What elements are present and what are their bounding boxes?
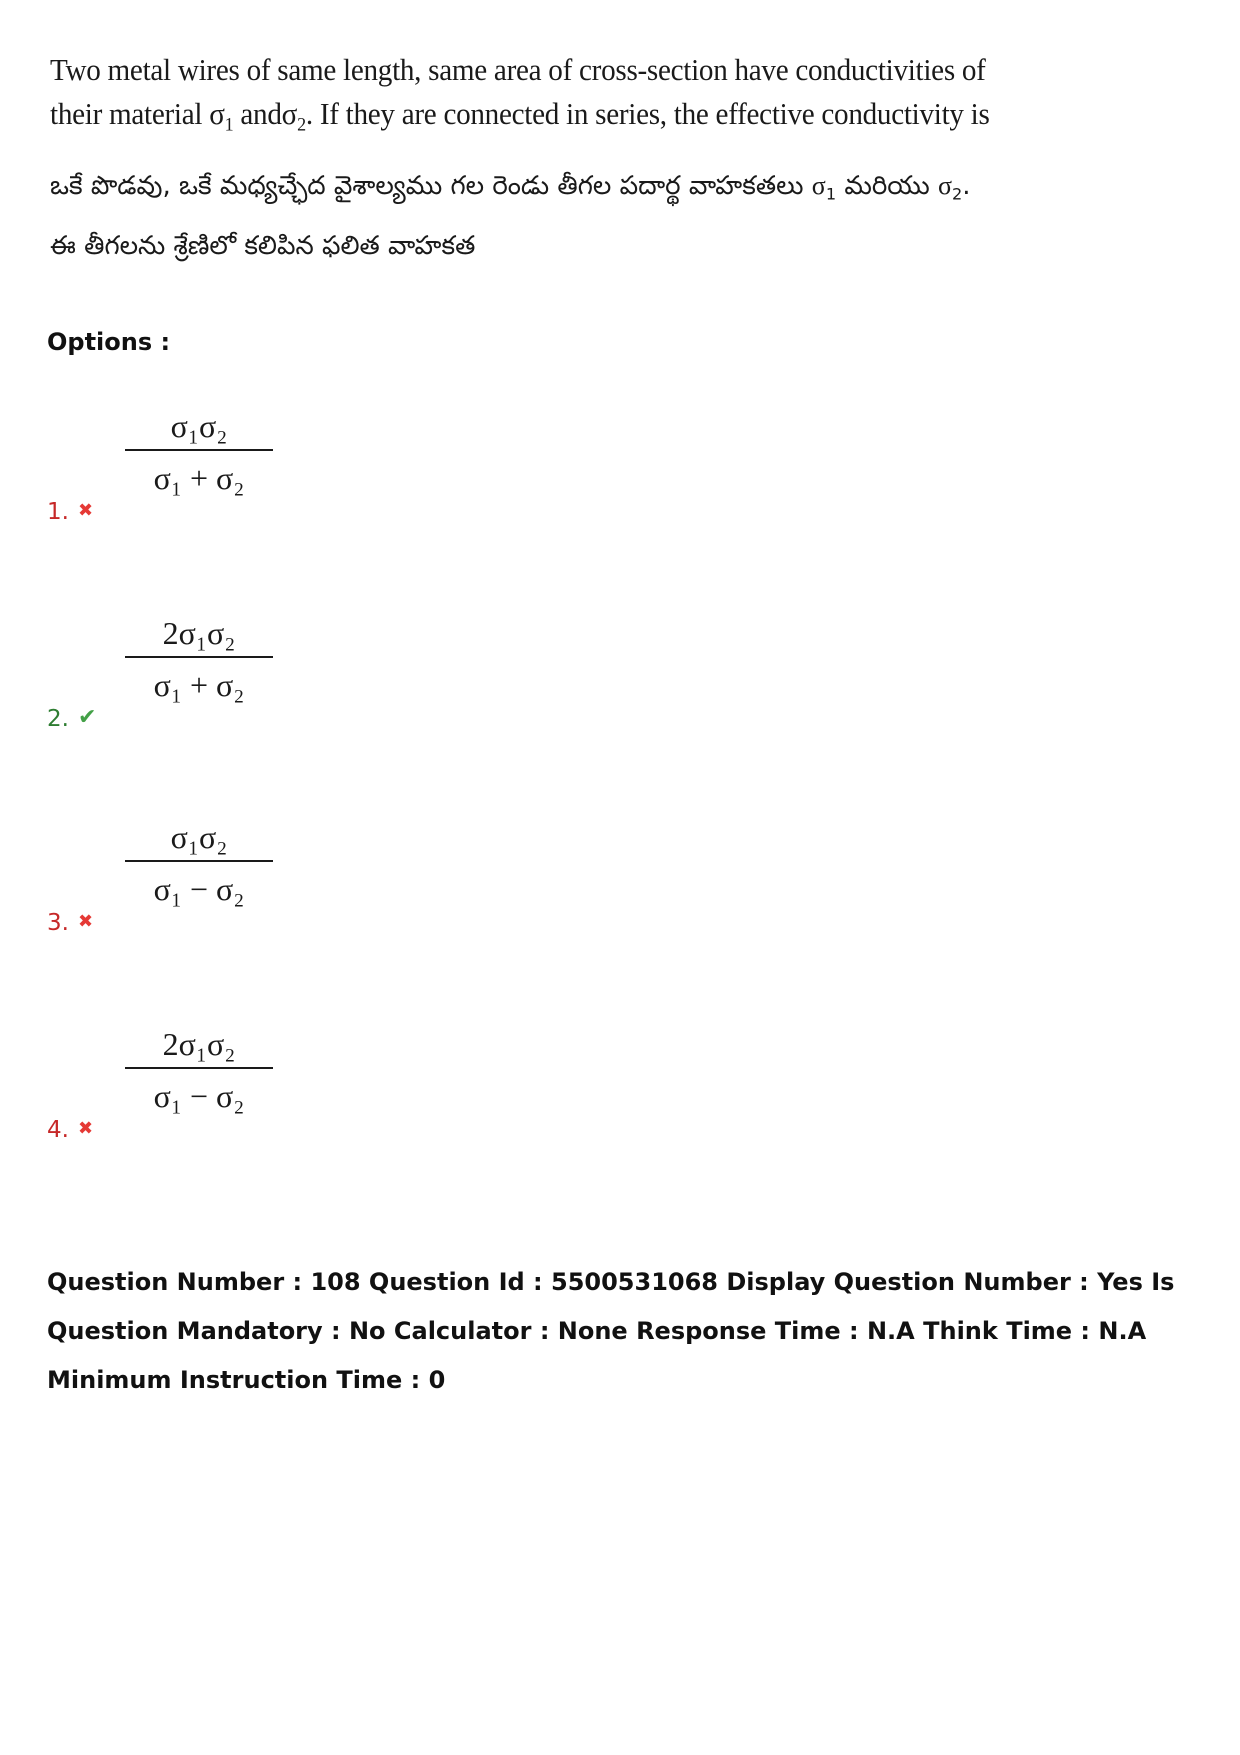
option-2[interactable] bbox=[47, 612, 447, 732]
option-number: 3. bbox=[47, 910, 69, 936]
option-number: 4. bbox=[47, 1117, 69, 1143]
fraction-bar bbox=[125, 449, 273, 451]
question-telugu-text-a: ఒకే పొడవు, ఒకే మధ్యచ్ఛేద వైశాల్యము గల రెండు తీగల పదార్థ వాహకతలు bbox=[50, 171, 804, 201]
question-telugu-end: . bbox=[962, 171, 971, 201]
sigma-symbol: σ bbox=[209, 96, 225, 131]
fraction-bar bbox=[125, 656, 273, 658]
option-4[interactable] bbox=[47, 1023, 447, 1143]
cross-icon: ✖ bbox=[78, 500, 94, 521]
check-icon: ✔ bbox=[78, 705, 97, 730]
formula-numerator: σ₁σ₂ bbox=[170, 819, 228, 855]
sigma-symbol: σ bbox=[937, 171, 952, 200]
question-text-telugu bbox=[50, 156, 971, 276]
fraction-bar bbox=[125, 860, 273, 862]
sigma-symbol: σ bbox=[811, 171, 826, 200]
formula-denominator: σ₁ − σ₂ bbox=[153, 1078, 245, 1114]
formula-numerator: 2σ₁σ₂ bbox=[162, 1026, 236, 1062]
subscript: 2 bbox=[297, 114, 306, 136]
option-number: 2. bbox=[47, 706, 69, 732]
question-english-line-1: Two metal wires of same length, same area of cross-section have conductivities of bbox=[50, 52, 986, 87]
formula-denominator: σ₁ − σ₂ bbox=[153, 871, 245, 907]
formula-denominator: σ₁ + σ₂ bbox=[153, 667, 245, 703]
option-1-formula bbox=[119, 405, 279, 499]
question-english-text-b: . If they are connected in series, the effective conductivity is bbox=[305, 96, 990, 131]
fraction-bar bbox=[125, 1067, 273, 1069]
cross-icon: ✖ bbox=[78, 1118, 94, 1139]
sigma-symbol: σ bbox=[281, 96, 298, 131]
question-telugu-line-2: ఈ తీగలను శ్రేణిలో కలిపిన ఫలిత వాహకత bbox=[50, 231, 476, 261]
option-3[interactable] bbox=[47, 816, 447, 936]
option-4-formula bbox=[119, 1023, 279, 1117]
option-1[interactable] bbox=[47, 405, 447, 525]
formula-numerator: σ₁σ₂ bbox=[170, 408, 228, 444]
formula-denominator: σ₁ + σ₂ bbox=[153, 460, 245, 496]
question-text-english bbox=[50, 48, 990, 136]
subscript: 2 bbox=[951, 184, 963, 204]
formula-numerator: 2σ₁σ₂ bbox=[162, 615, 236, 651]
question-telugu-line-1 bbox=[50, 156, 971, 216]
question-english-and: and bbox=[240, 96, 282, 131]
question-telugu-and: మరియు bbox=[844, 171, 930, 201]
subscript: 1 bbox=[825, 184, 837, 204]
options-heading: Options : bbox=[47, 328, 171, 356]
option-2-formula bbox=[119, 612, 279, 706]
subscript: 1 bbox=[224, 114, 234, 136]
question-image bbox=[50, 48, 990, 288]
question-english-text-a: their material bbox=[50, 96, 203, 131]
question-metadata: Question Number : 108 Question Id : 5500531068 Display Question Number : Yes Is Question Mandatory : No Calculator : None Response Time : N.A Think Time : N.A Minimum Instruction Time : 0 bbox=[47, 1268, 1175, 1394]
question-english-line-2 bbox=[50, 92, 990, 136]
option-number: 1. bbox=[47, 499, 69, 525]
option-3-formula bbox=[119, 816, 279, 910]
cross-icon: ✖ bbox=[78, 911, 94, 932]
